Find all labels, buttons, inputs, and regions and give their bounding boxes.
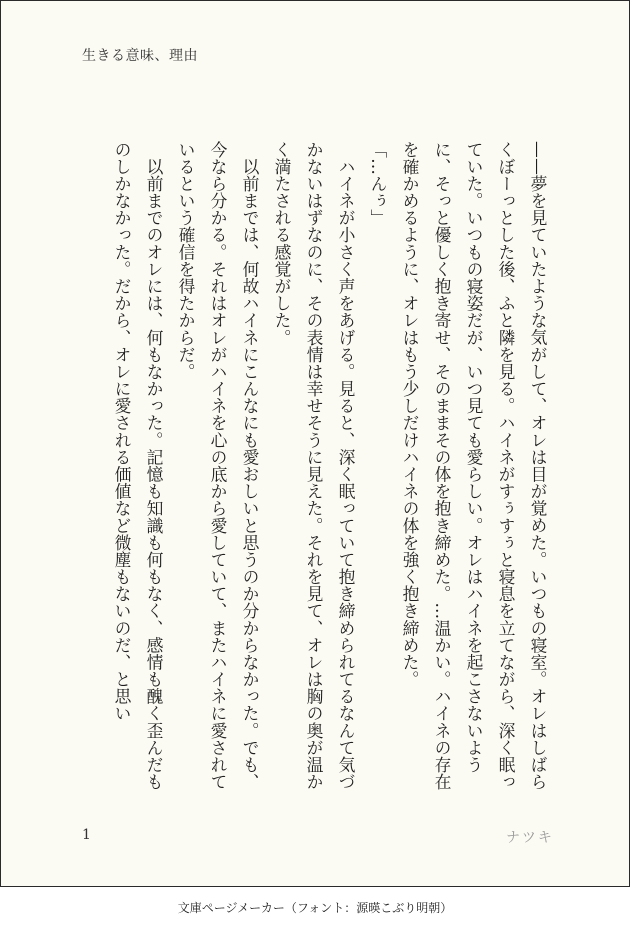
paragraph: 以前までのオレには、何もなかった。記憶も知識も何もなく、感情も醜く歪んだものしかなかった。だから、オレに愛される価値など微塵もないのだ、と思い xyxy=(112,141,164,791)
paragraph: ——夢を見ていたような気がして、オレは目が覚めた。いつもの寝室。オレはしばらくぼーっとした後、ふと隣を見る。ハイネがすぅすぅと寝息を立てながら、深く眠っていた。いつもの寝姿だが、いつ見ても愛らしい。オレはハイネを起こさないように、そっと優しく抱き寄せ、そのままその体を抱き締めた。…温かい。ハイネの存在を確かめるように、オレはもう少しだけハイネの体を強く抱き締めた。 xyxy=(400,141,548,791)
chapter-title: 生きる意味、理由 xyxy=(82,48,198,64)
paragraph: 「…んぅ」 xyxy=(368,141,388,227)
paragraph: ハイネが小さく声をあげる。見ると、深く眠っていて抱き締められてるなんて気づかないはずなのに、その表情は幸せそうに見えた。それを見て、オレは胸の奥が温かく満たされる感覚がした。 xyxy=(272,141,356,791)
paragraph: 以前までは、何故ハイネにこんなにも愛おしいと思うのか分からなかった。でも、今なら分かる。それはオレがハイネを心の底から愛していて、またハイネに愛されているという確信を得たからだ。 xyxy=(176,141,260,791)
author-name: ナツキ xyxy=(506,830,554,846)
vertical-body-text xyxy=(106,141,554,793)
page-number: 1 xyxy=(82,827,91,843)
generator-credit: 文庫ページメーカー（フォント：源暎こぶり明朝） xyxy=(177,901,453,915)
